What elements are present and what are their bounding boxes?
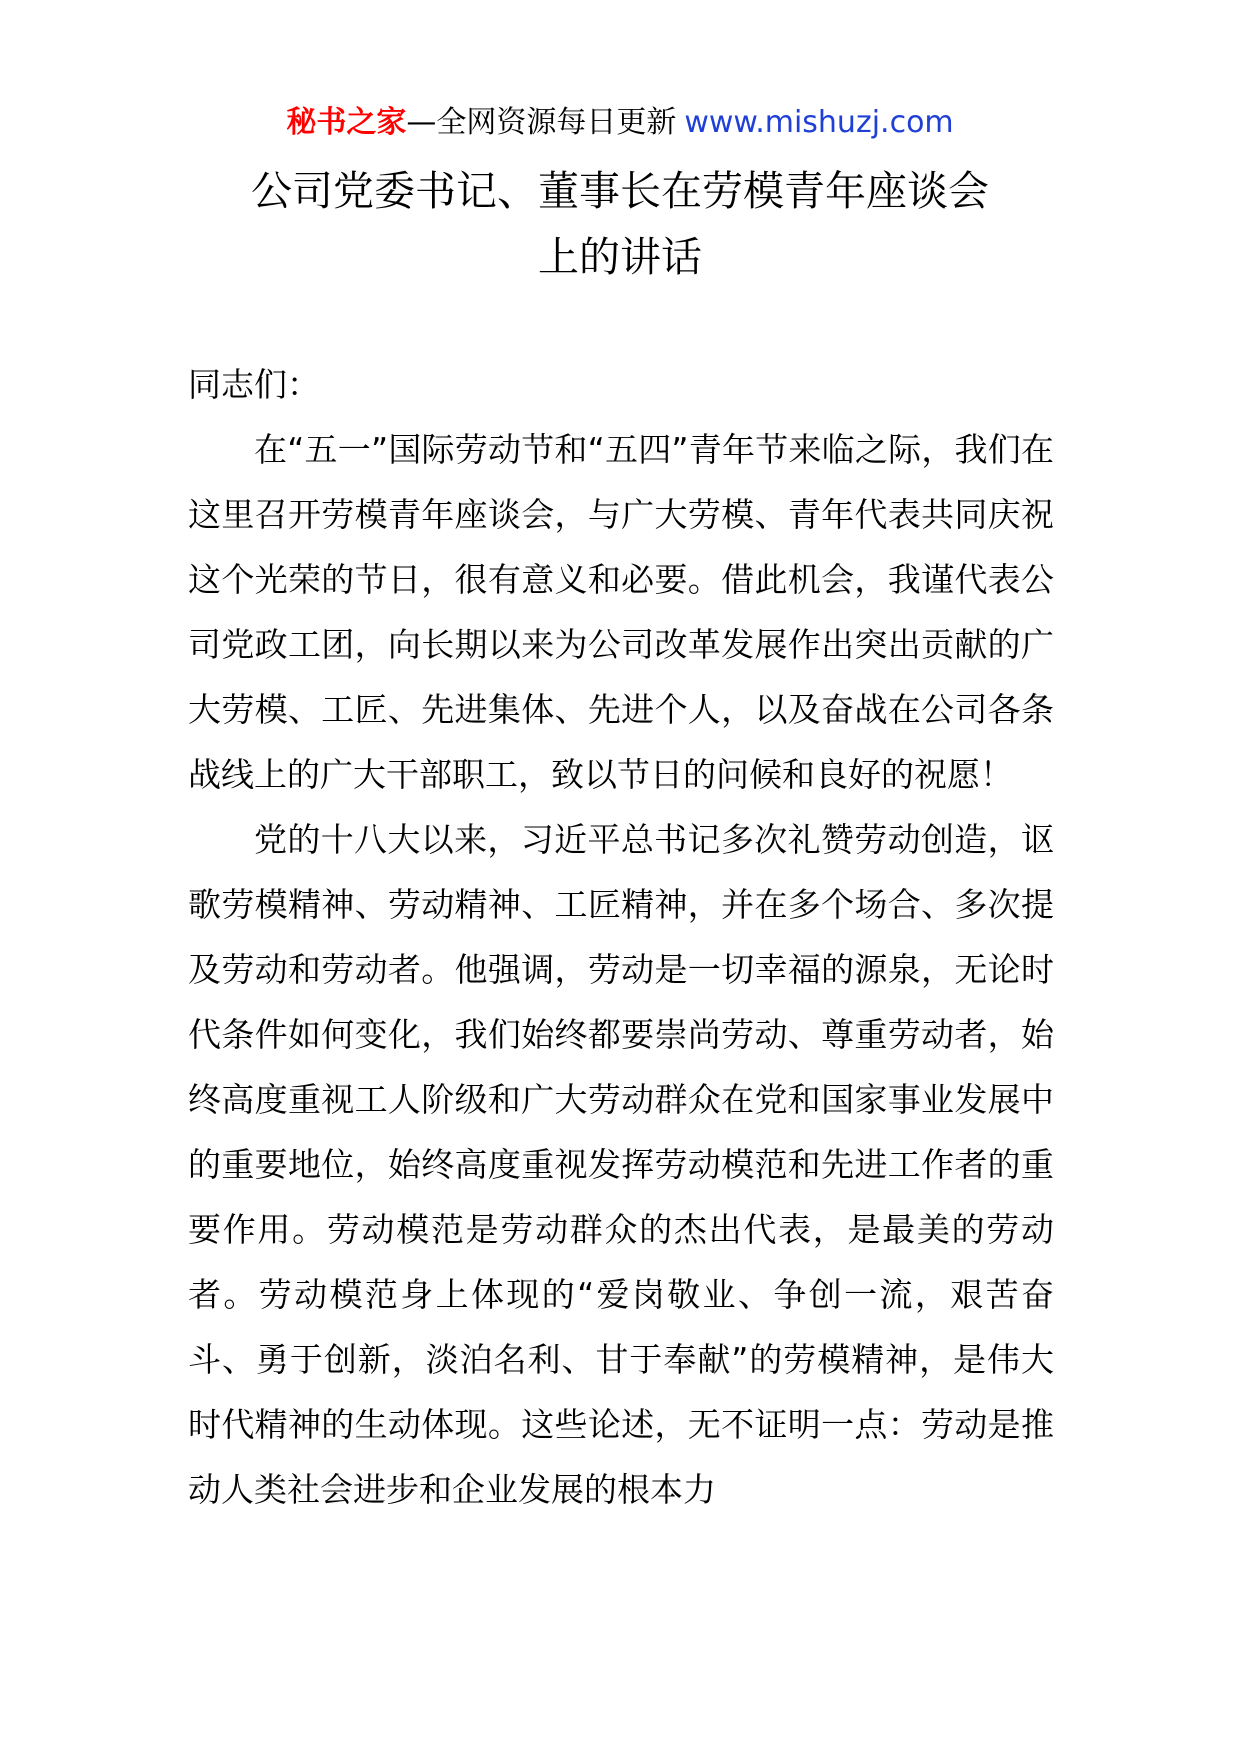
header-slogan: —全网资源每日更新 [406, 105, 677, 140]
salutation: 同志们： [188, 365, 320, 404]
document-body [188, 352, 1054, 1522]
paragraph-2: 党的十八大以来，习近平总书记多次礼赞劳动创造，讴歌劳模精神、劳动精神、工匠精神，并在多个场合、多次提及劳动和劳动者。他强调，劳动是一切幸福的源泉，无论时代条件如何变化，我们始终都要崇尚劳动、尊重劳动者，始终高度重视工人阶级和广大劳动群众在党和国家事业发展中的重要地位，始终高度重视发挥劳动模范和先进工作者的重要作用。劳动模范是劳动群众的杰出代表，是最美的劳动者。劳动模范身上体现的“爱岗敬业、争创一流，艰苦奋斗、勇于创新，淡泊名利、甘于奉献”的劳模精神，是伟大时代精神的生动体现。这些论述，无不证明一点：劳动是推动人类社会进步和企业发展的根本力 [188, 820, 1054, 1509]
paragraph-1: 在“五一”国际劳动节和“五四”青年节来临之际，我们在这里召开劳模青年座谈会，与广大劳模、青年代表共同庆祝这个光荣的节日，很有意义和必要。借此机会，我谨代表公司党政工团，向长期以来为公司改革发展作出突出贡献的广大劳模、工匠、先进集体、先进个人，以及奋战在公司各条战线上的广大干部职工，致以节日的问候和良好的祝愿！ [188, 430, 1054, 794]
brand-name: 秘书之家 [286, 105, 407, 140]
document-title [190, 158, 1050, 290]
site-header [0, 100, 1240, 146]
title-line-1: 公司党委书记、董事长在劳模青年座谈会 [251, 167, 989, 215]
site-url-link[interactable]: www.mishuzj.com [684, 105, 954, 140]
title-line-2: 上的讲话 [538, 233, 702, 281]
